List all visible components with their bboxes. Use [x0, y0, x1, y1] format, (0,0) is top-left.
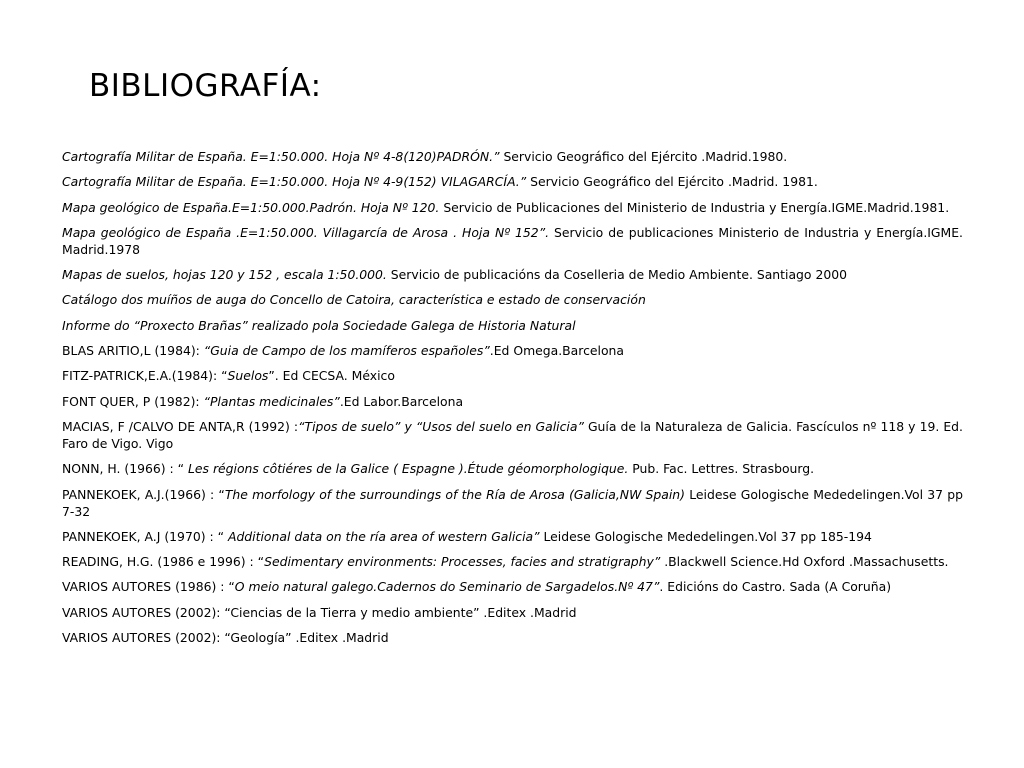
reference-item	[62, 528, 963, 545]
reference-text: Guía de la Naturaleza de Galicia. Fascículos nº 118 y 19. Ed. Faro de Vigo. Vigo	[62, 418, 963, 451]
reference-text: VARIOS AUTORES (2002): “Ciencias de la Tierra y medio ambiente” .Editex .Madrid	[62, 604, 577, 620]
reference-item	[62, 317, 963, 334]
reference-item	[62, 291, 963, 308]
reference-item	[62, 342, 963, 359]
reference-item	[62, 266, 963, 283]
reference-text: Servicio Geográfico del Ejército .Madrid.1980.	[503, 149, 788, 164]
reference-item	[62, 629, 963, 646]
reference-italic-text: Mapa geológico de España .E=1:50.000. Villagarcía de Arosa . Hoja Nº 152”.	[62, 224, 555, 240]
reference-italic-text: Suelos	[227, 368, 269, 384]
reference-italic-text: O meio natural galego.Cadernos do Seminario de Sargadelos.Nº 47”	[234, 579, 660, 595]
reference-text: READING, H.G. (1986 e 1996) : “	[62, 554, 265, 570]
reference-text: .Ed Omega.Barcelona	[489, 343, 624, 359]
reference-italic-text: Informe do “Proxecto Brañas” realizado pola Sociedade Galega de Historia Natural	[62, 317, 576, 333]
reference-text: Pub. Fac. Lettres. Strasbourg.	[628, 461, 815, 477]
reference-text: MACIAS, F /CALVO DE ANTA,R (1992) :	[62, 418, 299, 434]
reference-item	[62, 199, 963, 216]
reference-italic-text: Catálogo dos muíños de auga do Concello de Catoira, característica e estado de conservación	[62, 292, 646, 308]
reference-text: FITZ-PATRICK,E.A.(1984): “	[62, 368, 228, 384]
reference-text: Servicio de publicacións da Coselleria de Medio Ambiente. Santiago 2000	[390, 267, 847, 283]
reference-text: Servicio Geográfico del Ejército .Madrid. 1981.	[530, 174, 818, 190]
reference-text: PANNEKOEK, A.J (1970) : “	[62, 528, 228, 544]
page-title: BIBLIOGRAFÍA:	[89, 68, 322, 104]
reference-text: Servicio de Publicaciones del Ministerio de Industria y Energía.IGME.Madrid.1981.	[443, 199, 950, 215]
reference-item	[62, 393, 963, 410]
reference-text: VARIOS AUTORES (1986) : “	[62, 579, 235, 595]
reference-text: .Blackwell Science.Hd Oxford .Massachusetts.	[660, 554, 949, 570]
reference-italic-text: Cartografía Militar de España. E=1:50.000. Hoja Nº 4-8(120)PADRÓN.”	[62, 149, 504, 164]
reference-item	[62, 460, 963, 477]
reference-text: VARIOS AUTORES (2002): “Geología” .Editex .Madrid	[62, 630, 389, 646]
reference-italic-text: Cartografía Militar de España. E=1:50.000. Hoja Nº 4-9(152) VILAGARCÍA.”	[62, 174, 531, 190]
reference-italic-text: The morfology of the surroundings of the Ría de Arosa (Galicia,NW Spain)	[224, 486, 685, 502]
reference-italic-text: Sedimentary environments: Processes, facies and stratigraphy”	[264, 554, 661, 570]
reference-item	[62, 173, 963, 190]
reference-text: .Ed Labor.Barcelona	[339, 393, 464, 409]
reference-italic-text: “Plantas medicinales”	[203, 393, 340, 409]
reference-text: Servicio de publicaciones Ministerio de Industria y Energía.IGME. Madrid.1978	[62, 224, 963, 257]
reference-item	[62, 367, 963, 384]
reference-italic-text: Les régions côtiéres de la Galice ( Espagne ).Étude géomorphologique.	[188, 461, 629, 477]
reference-list	[62, 148, 963, 654]
reference-item	[62, 148, 963, 165]
reference-text: ”. Ed CECSA. México	[268, 368, 395, 384]
reference-text: Leidese Gologische Mededelingen.Vol 37 pp 7-32	[62, 486, 963, 519]
reference-text: BLAS ARITIO,L (1984):	[62, 343, 204, 359]
reference-text: FONT QUER, P (1982):	[62, 393, 204, 409]
reference-item	[62, 418, 963, 452]
reference-item	[62, 604, 963, 621]
reference-item	[62, 578, 963, 595]
reference-italic-text: Additional data on the ría area of western Galicia”	[227, 528, 540, 544]
reference-text: . Edicións do Castro. Sada (A Coruña)	[659, 579, 892, 595]
reference-italic-text: “Guia de Campo de los mamíferos españoles”	[203, 343, 490, 359]
reference-item	[62, 486, 963, 520]
reference-italic-text: Mapa geológico de España.E=1:50.000.Padrón. Hoja Nº 120.	[62, 199, 444, 215]
reference-text: PANNEKOEK, A.J.(1966) : “	[62, 486, 225, 502]
reference-item	[62, 553, 963, 570]
reference-text: NONN, H. (1966) : “	[62, 461, 189, 477]
reference-item	[62, 224, 963, 258]
reference-text: Leidese Gologische Mededelingen.Vol 37 pp 185-194	[539, 528, 872, 544]
reference-italic-text: “Tipos de suelo” y “Usos del suelo en Galicia”	[298, 418, 584, 434]
reference-italic-text: Mapas de suelos, hojas 120 y 152 , escala 1:50.000.	[62, 267, 391, 283]
